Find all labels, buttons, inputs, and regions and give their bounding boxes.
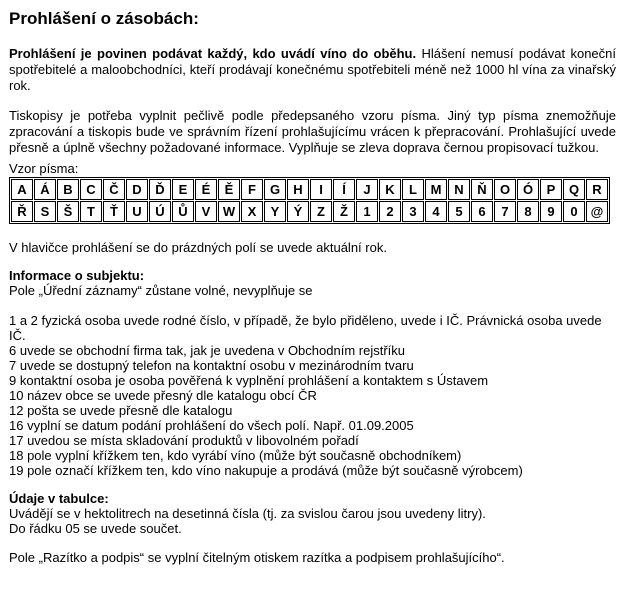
subject-instruction-item: 9 kontaktní osoba je osoba pověřená k vyplnění prohlášení a kontaktem s Ústavem bbox=[9, 373, 489, 388]
font-sample-cell: 6 bbox=[471, 201, 493, 222]
font-sample-cell: Č bbox=[103, 179, 125, 200]
font-sample-table-body bbox=[11, 179, 608, 222]
font-sample-cell: Ó bbox=[517, 179, 539, 200]
table-section-line: Uvádějí se v hektolitrech na desetinná čísla (tj. za svislou čarou jsou uvedeny litry). bbox=[9, 506, 486, 521]
font-sample-cell: @ bbox=[586, 201, 608, 222]
font-sample-row-1 bbox=[11, 179, 608, 200]
font-sample-cell: Á bbox=[34, 179, 56, 200]
font-sample-cell: Ť bbox=[103, 201, 125, 222]
font-sample-cell: 9 bbox=[540, 201, 562, 222]
table-section-heading: Údaje v tabulce: bbox=[9, 491, 109, 506]
intro-lead-bold: Prohlášení je povinen podávat každý, kdo uvádí víno do oběhu. bbox=[9, 46, 417, 61]
stamp-signature-note: Pole „Razítko a podpis“ se vyplní čitelným otiskem razítka a podpisem prohlašujícího“. bbox=[9, 550, 505, 565]
page-title: Prohlášení o zásobách: bbox=[9, 9, 199, 28]
font-sample-cell: S bbox=[34, 201, 56, 222]
table-section-line: Do řádku 05 se uvede součet. bbox=[9, 521, 182, 536]
font-sample-cell: A bbox=[11, 179, 33, 200]
subject-instruction-item: 6 uvede se obchodní firma tak, jak je uvedena v Obchodním rejstříku bbox=[9, 343, 405, 358]
font-sample-cell: 5 bbox=[448, 201, 470, 222]
font-sample-cell: 7 bbox=[494, 201, 516, 222]
font-sample-cell: É bbox=[195, 179, 217, 200]
font-sample-cell: I bbox=[310, 179, 332, 200]
font-sample-cell: Ň bbox=[471, 179, 493, 200]
subject-instruction-item: 17 uvedou se místa skladování produktů v libovolném pořadí bbox=[9, 433, 359, 448]
header-year-note: V hlavičce prohlášení se do prázdných polí se uvede aktuální rok. bbox=[9, 240, 387, 255]
subject-instruction-item: 18 pole vyplní křížkem ten, kdo vyrábí víno (může být současně obchodníkem) bbox=[9, 448, 462, 463]
font-sample-cell: P bbox=[540, 179, 562, 200]
font-sample-cell: C bbox=[80, 179, 102, 200]
font-sample-label: Vzor písma: bbox=[9, 161, 79, 176]
font-sample-cell: 3 bbox=[402, 201, 424, 222]
subject-instruction-item: 1 a 2 fyzická osoba uvede rodné číslo, v případě, že bylo přiděleno, uvede i IČ. Právnická osoba uvede IČ. bbox=[9, 313, 602, 343]
font-sample-cell: Q bbox=[563, 179, 585, 200]
font-sample-cell: N bbox=[448, 179, 470, 200]
font-sample-cell: Ú bbox=[149, 201, 171, 222]
font-sample-cell: Ř bbox=[11, 201, 33, 222]
intro-paragraph bbox=[9, 46, 616, 94]
table-section-lines bbox=[9, 506, 616, 536]
subject-instruction-item: 19 pole označí křížkem ten, kdo víno nakupuje a prodává (může být současně výrobcem) bbox=[9, 463, 523, 478]
subject-instruction-item: 10 název obce se uvede přesný dle katalogu obcí ČR bbox=[9, 388, 317, 403]
subject-section-heading: Informace o subjektu: bbox=[9, 268, 145, 283]
font-sample-cell: M bbox=[425, 179, 447, 200]
font-sample-cell: Í bbox=[333, 179, 355, 200]
font-sample-cell: 2 bbox=[379, 201, 401, 222]
font-sample-cell: F bbox=[241, 179, 263, 200]
font-sample-row-2 bbox=[11, 201, 608, 222]
font-sample-cell: U bbox=[126, 201, 148, 222]
font-sample-cell: K bbox=[379, 179, 401, 200]
font-sample-cell: B bbox=[57, 179, 79, 200]
font-sample-cell: 4 bbox=[425, 201, 447, 222]
font-sample-cell: 0 bbox=[563, 201, 585, 222]
intro-rest: Hlášení nemusí podávat koneční spotřebitelé a maloobchodníci, kteří prodávají konečnému spotřebiteli méně než 1000 hl vína za vinařský rok. bbox=[9, 46, 616, 93]
font-sample-cell: G bbox=[264, 179, 286, 200]
font-sample-cell: X bbox=[241, 201, 263, 222]
font-sample-cell: L bbox=[402, 179, 424, 200]
font-sample-cell: Ž bbox=[333, 201, 355, 222]
font-sample-cell: O bbox=[494, 179, 516, 200]
font-sample-cell: R bbox=[586, 179, 608, 200]
font-sample-cell: J bbox=[356, 179, 378, 200]
font-sample-cell: Š bbox=[57, 201, 79, 222]
font-sample-cell: V bbox=[195, 201, 217, 222]
font-sample-cell: 1 bbox=[356, 201, 378, 222]
instructions-paragraph: Tiskopisy je potřeba vyplnit pečlivě podle předepsaného vzoru písma. Jiný typ písma znemožňuje zpracování a tiskopis bude ve správním řízení prohlašujícímu vrácen k přepracování. Prohlašující uvede přesně a úplně všechny požadované informace. Vyplňuje se zleva doprava černou propisovací tužkou. bbox=[9, 108, 616, 155]
font-sample-cell: W bbox=[218, 201, 240, 222]
subject-instruction-item: 7 uvede se dostupný telefon na kontaktní osobu v mezinárodním tvaru bbox=[9, 358, 414, 373]
font-sample-cell: Y bbox=[264, 201, 286, 222]
subject-instruction-item: 12 pošta se uvede přesně dle katalogu bbox=[9, 403, 233, 418]
font-sample-table bbox=[9, 177, 610, 224]
subject-official-records-note: Pole „Úřední záznamy“ zůstane volné, nevyplňuje se bbox=[9, 283, 313, 298]
font-sample-cell: 8 bbox=[517, 201, 539, 222]
font-sample-cell: Ý bbox=[287, 201, 309, 222]
font-sample-cell: T bbox=[80, 201, 102, 222]
subject-instruction-list bbox=[9, 313, 616, 478]
font-sample-cell: D bbox=[126, 179, 148, 200]
font-sample-cell: Z bbox=[310, 201, 332, 222]
font-sample-cell: Ď bbox=[149, 179, 171, 200]
font-sample-cell: E bbox=[172, 179, 194, 200]
subject-instruction-item: 16 vyplní se datum podání prohlášení do všech polí. Např. 01.09.2005 bbox=[9, 418, 414, 433]
font-sample-cell: Ů bbox=[172, 201, 194, 222]
font-sample-cell: Ě bbox=[218, 179, 240, 200]
font-sample-cell: H bbox=[287, 179, 309, 200]
